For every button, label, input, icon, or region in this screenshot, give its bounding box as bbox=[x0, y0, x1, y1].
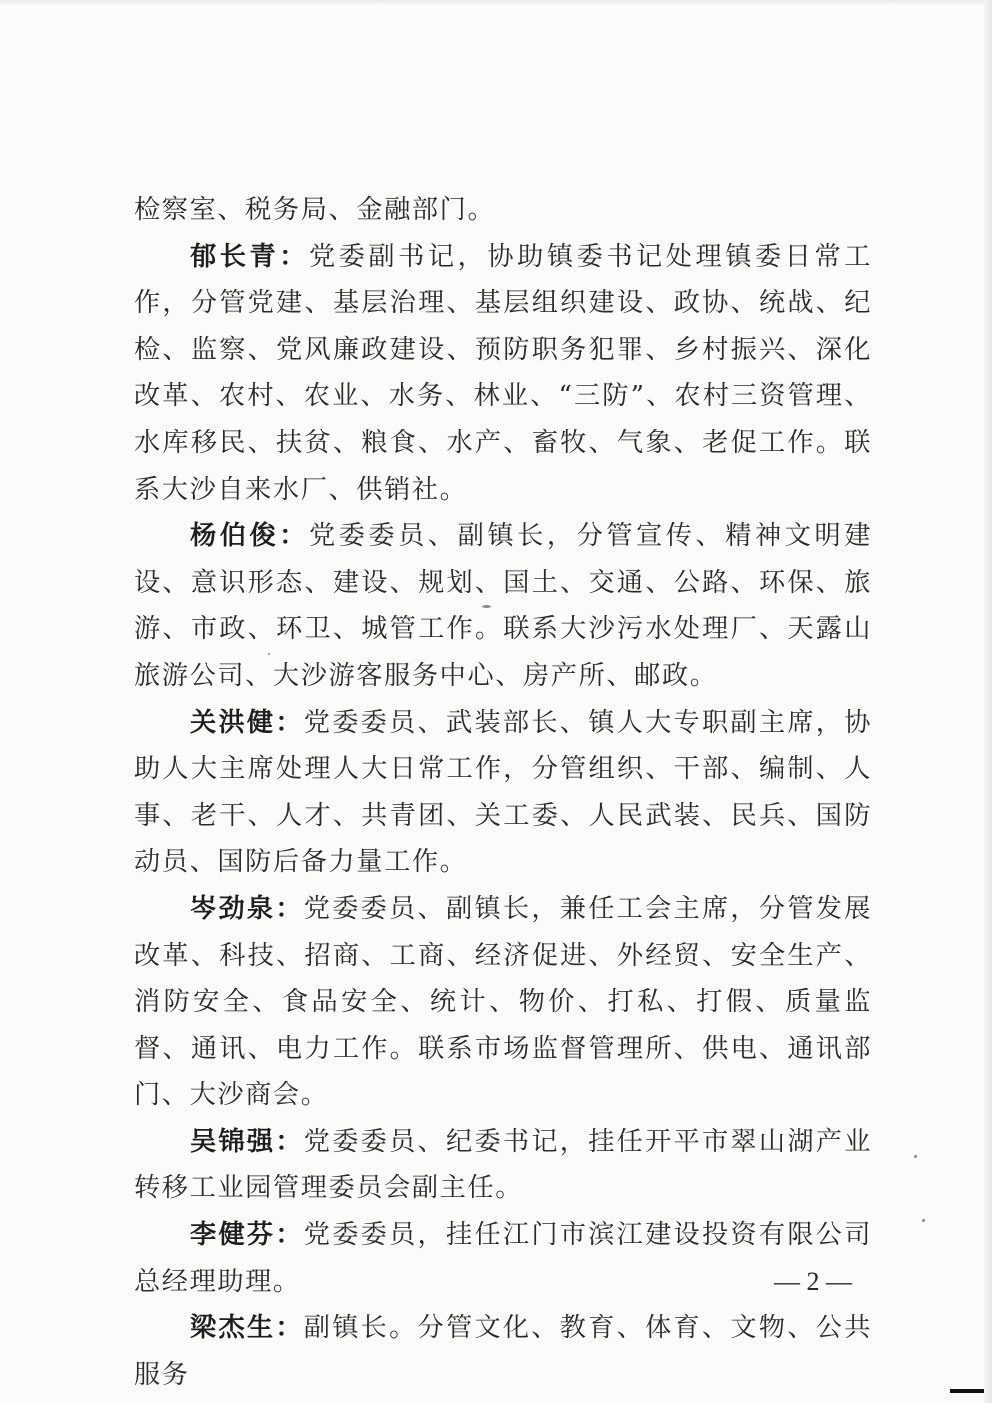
scan-speck bbox=[268, 653, 270, 655]
scan-edge-right bbox=[984, 0, 992, 1403]
entry-name: 关洪健： bbox=[190, 707, 304, 738]
entry-paragraph-yang bbox=[134, 513, 872, 699]
entry-paragraph-cen bbox=[134, 886, 872, 1119]
entry-name: 李健芬： bbox=[190, 1220, 304, 1251]
entry-name: 梁杰生： bbox=[190, 1313, 304, 1344]
entry-text: 党委副书记，协助镇委书记处理镇委日常工作，分管党建、基层治理、基层组织建设、政协、统战、纪检、监察、党风廉政建设、预防职务犯罪、乡村振兴、深化改革、农村、农业、水务、林业、“三防”、农村三资管理、水库移民、扶贫、粮食、水产、畜牧、气象、老促工作。联系大沙自来水厂、供销社。 bbox=[134, 241, 872, 505]
entry-text: 副镇长。分管文化、教育、体育、文物、公共服务 bbox=[134, 1313, 872, 1390]
entry-text: 党委委员，挂任江门市滨江建设投资有限公司总经理助理。 bbox=[134, 1220, 872, 1297]
entry-paragraph-guan bbox=[134, 700, 872, 886]
entry-name: 郁长青： bbox=[190, 241, 309, 272]
scan-edge-top bbox=[0, 0, 992, 6]
scan-speck bbox=[482, 605, 491, 608]
scan-speck bbox=[914, 1155, 917, 1158]
scan-mark bbox=[950, 1389, 984, 1393]
entry-paragraph-li bbox=[134, 1212, 872, 1305]
continuation-paragraph bbox=[134, 187, 872, 234]
entry-paragraph-liang bbox=[134, 1305, 872, 1398]
entry-paragraph-wu bbox=[134, 1119, 872, 1212]
document-body bbox=[134, 187, 872, 1398]
entry-name: 吴锦强： bbox=[190, 1126, 304, 1157]
continuation-text: 检察室、税务局、金融部门。 bbox=[134, 195, 496, 225]
entry-text: 党委委员、武装部长、镇人大专职副主席，协助人大主席处理人大日常工作，分管组织、干部、编制、人事、老干、人才、共青团、关工委、人民武装、民兵、国防动员、国防后备力量工作。 bbox=[134, 707, 872, 878]
entry-name: 杨伯俊： bbox=[190, 521, 309, 552]
entry-text: 党委委员、副镇长，兼任工会主席，分管发展改革、科技、招商、工商、经济促进、外经贸、安全生产、消防安全、食品安全、统计、物价、打私、打假、质量监督、通讯、电力工作。联系市场监督管理所、供电、通讯部门、大沙商会。 bbox=[134, 893, 872, 1111]
entry-text: 党委委员、纪委书记，挂任开平市翠山湖产业转移工业园管理委员会副主任。 bbox=[134, 1126, 872, 1204]
entry-text: 党委委员、副镇长，分管宣传、精神文明建设、意识形态、建设、规划、国土、交通、公路、环保、旅游、市政、环卫、城管工作。联系大沙污水处理厂、天露山旅游公司、大沙游客服务中心、房产所、邮政。 bbox=[134, 521, 872, 691]
page-number: — 2 — bbox=[774, 1267, 852, 1296]
entry-paragraph-yu bbox=[134, 234, 872, 514]
scan-speck bbox=[922, 1219, 925, 1222]
entry-name: 岑劲泉： bbox=[190, 893, 304, 924]
